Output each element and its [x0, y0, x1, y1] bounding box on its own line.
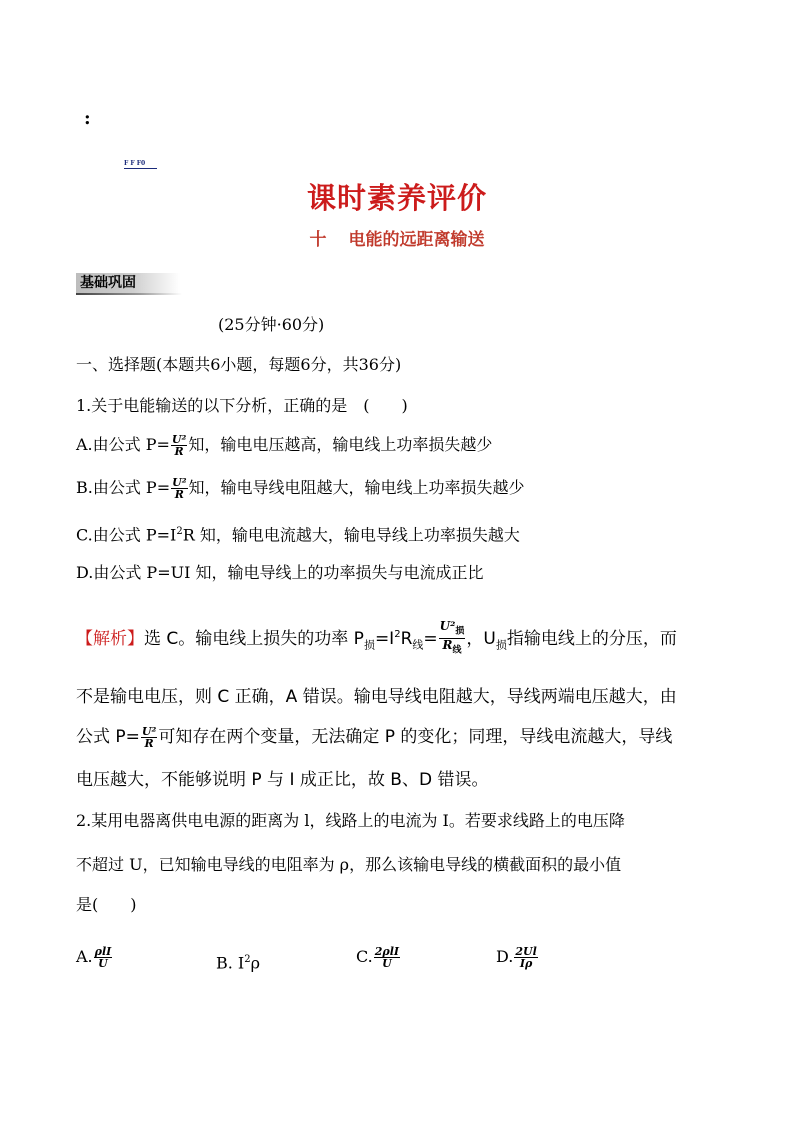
header-colon: : [84, 108, 91, 129]
option-text: ρ [250, 953, 261, 973]
analysis1-line1 [76, 620, 677, 658]
q1-b-prefix: B.由公式 P= [76, 478, 171, 497]
analysis-text: 可知存在两个变量，无法确定 P 的变化；同理，导线电流越大，导线 [158, 727, 673, 747]
q1-a-prefix: A.由公式 P= [76, 435, 170, 454]
analysis-text: 指输电线上的分压，而 [506, 628, 677, 649]
fraction-numerator: U² [171, 433, 187, 446]
analysis-text: ，U [466, 628, 496, 649]
analysis-fraction [439, 620, 466, 658]
part-heading: 一、选择题(本题共6小题，每题6分，共36分) [76, 355, 402, 374]
analysis-text: 选 C。输电线上损失的功率 P [144, 628, 364, 649]
fraction-denominator [439, 639, 466, 657]
q2-c-fraction [374, 946, 400, 969]
lesson-number: 十 [309, 230, 327, 250]
q1-option-a [76, 433, 492, 457]
analysis-tag: 【解析】 [76, 628, 144, 649]
q2-a-fraction [94, 946, 113, 969]
fraction-denominator: R [174, 488, 184, 501]
subscript: 损 [363, 638, 375, 652]
option-label: C. [356, 947, 373, 966]
subscript: 线 [452, 645, 462, 656]
q2-option-b [216, 948, 260, 975]
fraction-numerator: ρlI [94, 945, 112, 958]
option-label: A. [76, 947, 93, 966]
q1-c-prefix: C.由公式 P=I [76, 525, 177, 545]
q1-option-d: D.由公式 P=UI 知，输电导线上的功率损失与电流成正比 [76, 563, 484, 582]
subscript: 线 [412, 638, 424, 652]
page-title: 课时素养评价 [306, 181, 487, 215]
analysis1-line3 [76, 724, 672, 750]
q1-option-c [76, 520, 520, 547]
fraction-denominator: R [144, 736, 154, 750]
fraction-numerator: U² [141, 724, 157, 738]
option-label: D. [496, 947, 514, 966]
q1-a-text: 知，输电电压越高，输电线上功率损失越少 [188, 435, 493, 454]
subscript: 损 [495, 638, 507, 652]
q1-stem: 1.关于电能输送的以下分析，正确的是 ( ) [76, 396, 408, 415]
q2-d-fraction [514, 946, 537, 969]
fraction-numerator: 2Ul [515, 945, 537, 958]
analysis-text: 公式 P= [76, 727, 140, 747]
q2-option-c [356, 945, 401, 969]
fraction-denominator: U [382, 957, 392, 970]
option-label: B. I [216, 953, 245, 973]
fraction-numerator-text: U² [439, 619, 456, 633]
fraction-denominator: R [174, 445, 184, 458]
q2-line2: 不超过 U，已知输电导线的电阻率为 ρ，那么该输电导线的横截面积的最小值 [76, 855, 622, 874]
fraction-denominator: U [98, 957, 108, 970]
analysis-text: = [423, 628, 438, 649]
fraction-numerator: 2ρlI [374, 945, 400, 958]
superscript: 2 [394, 629, 401, 641]
analysis-text: =I [374, 628, 395, 649]
analysis1-line4: 电压越大，不能够说明 P 与 I 成正比，故 B、D 错误。 [76, 770, 489, 790]
superscript: 2 [244, 954, 251, 965]
superscript: 2 [176, 526, 183, 537]
q1-b-text: 知，输电导线电阻越大，输电线上功率损失越少 [188, 478, 525, 497]
q2-line1: 2.某用电器离供电电源的距离为 l，线路上的电流为 I。若要求线路上的电压降 [76, 811, 625, 830]
q1-option-b [76, 476, 525, 500]
fraction-denominator: Iρ [519, 957, 533, 970]
q2-option-d [496, 945, 539, 969]
header-mark: F F F0 [124, 160, 157, 169]
analysis-text: R [400, 628, 413, 649]
q1-c-text: R 知，输电电流越大，输电导线上功率损失越大 [182, 525, 520, 545]
subscript: 损 [455, 626, 465, 637]
q1-b-fraction [171, 477, 187, 500]
time-info: (25分钟·60分) [218, 315, 325, 334]
q2-line3: 是( ) [76, 895, 137, 914]
analysis-fraction [141, 726, 157, 749]
q2-option-a [76, 945, 113, 969]
fraction-denominator-text: R [442, 638, 453, 653]
page-subtitle [0, 228, 794, 252]
lesson-title: 电能的远距离输送 [348, 230, 485, 250]
q1-a-fraction [171, 434, 187, 457]
section-tag: 基础巩固 [76, 273, 180, 293]
fraction-numerator [439, 620, 466, 639]
fraction-numerator: U² [172, 476, 187, 489]
analysis1-line2: 不是输电电压，则 C 正确，A 错误。输电导线电阻越大，导线两端电压越大，由 [76, 687, 677, 707]
